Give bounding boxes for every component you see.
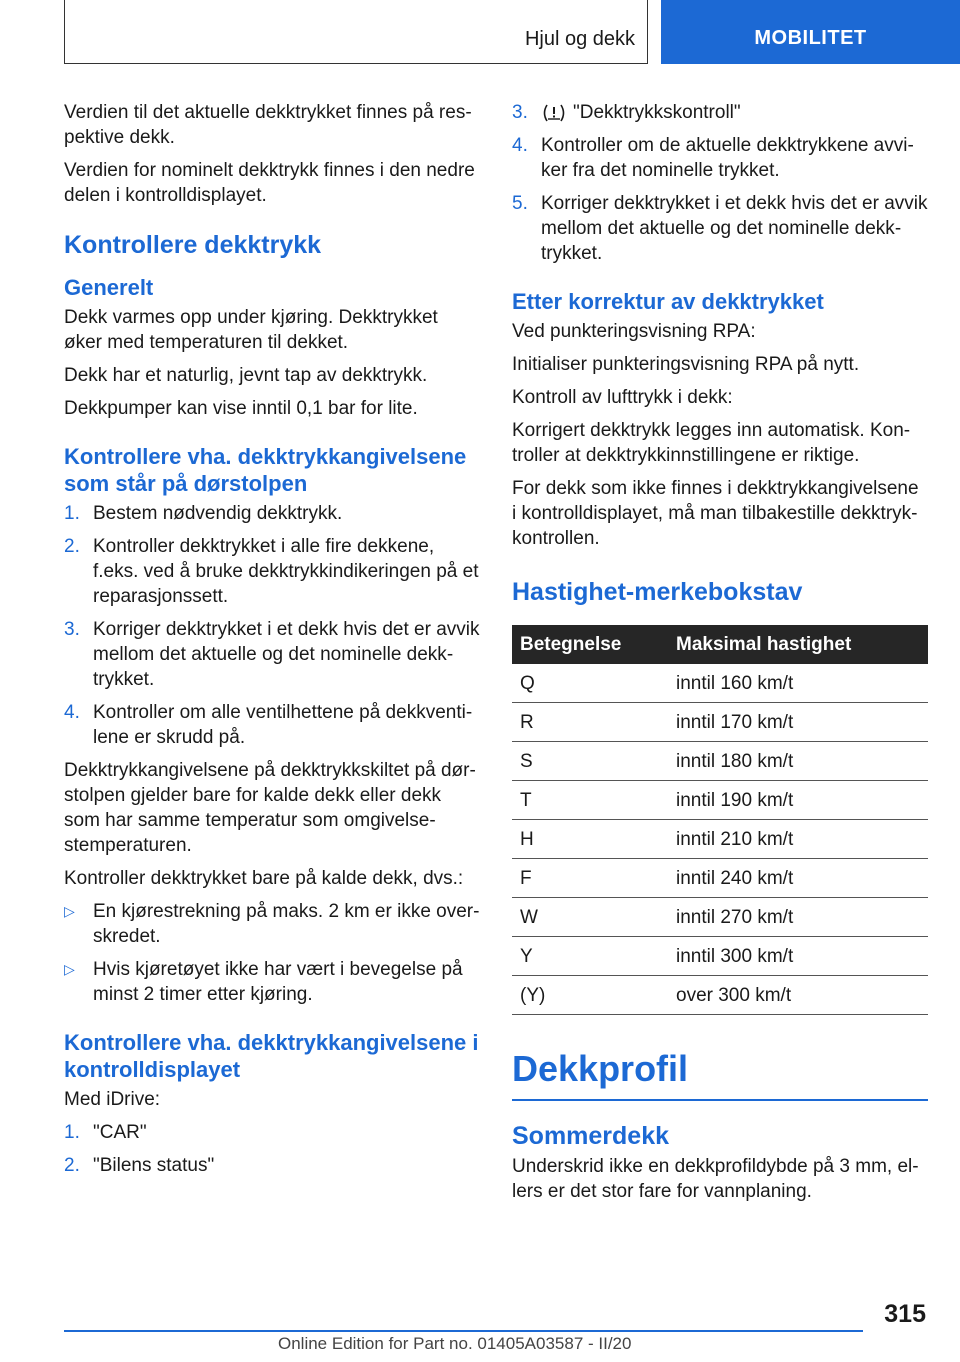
list-item [64, 1153, 480, 1178]
paragraph: For dekk som ikke finnes i dekktrykkangivelsene i kontrolldisplayet, må man tilbakestille dekktrykkontrollen. [512, 478, 919, 549]
table-cell: (Y) [512, 976, 668, 1015]
heading-sommerdekk: Sommerdekk [512, 1122, 670, 1150]
step-number: 2. [64, 1155, 80, 1176]
table-row [512, 703, 928, 742]
paragraph: Dekk har et naturlig, jevnt tap av dekktrykk. [64, 365, 428, 386]
bullet-text: Hvis kjøretøyet ikke har vært i bevegelse på minst 2 timer etter kjøring. [93, 959, 463, 1005]
step-text: Korriger dekktrykket i et dekk hvis det er avvik mellom det aktuelle og det nominelle dekktrykket. [93, 619, 480, 690]
column-header: Maksimal hastighet [668, 625, 928, 664]
step-number: 3. [512, 102, 528, 123]
tire-pressure-warning-icon [541, 103, 567, 123]
table-cell: S [512, 742, 668, 781]
table-cell: inntil 240 km/t [668, 859, 928, 898]
speed-rating-table [512, 625, 928, 1015]
header-frame [64, 0, 648, 64]
paragraph: Dekkpumper kan vise inntil 0,1 bar for lite. [64, 398, 418, 419]
table-cell: inntil 190 km/t [668, 781, 928, 820]
right-column [512, 100, 928, 1212]
heading-generelt: Generelt [64, 275, 154, 300]
list-item [64, 1120, 480, 1145]
footer-divider [64, 1330, 863, 1332]
heading-hastighet: Hastighet-merkebokstav [512, 578, 803, 606]
paragraph: Korrigert dekktrykk legges inn automatisk. Kontroller at dekktrykkinnstillingene er riktige. [512, 420, 911, 466]
triangle-bullet-icon: ▷ [64, 961, 75, 977]
table-row [512, 976, 928, 1015]
paragraph: Underskrid ikke en dekkprofildybde på 3 mm, ellers er det stor fare for vannplaning. [512, 1156, 919, 1202]
heading-dekkprofil: Dekkprofil [512, 1049, 928, 1101]
step-number: 1. [64, 503, 80, 524]
list-item [64, 899, 480, 949]
table-cell: inntil 210 km/t [668, 820, 928, 859]
step-number: 3. [64, 619, 80, 640]
table-cell: inntil 170 km/t [668, 703, 928, 742]
table-row [512, 898, 928, 937]
heading-kontrollere-dekktrykk: Kontrollere dekktrykk [64, 231, 322, 259]
table-row [512, 859, 928, 898]
paragraph: Verdien til det aktuelle dekktrykket finnes på respektive dekk. [64, 102, 472, 148]
list-item [64, 957, 480, 1007]
triangle-bullet-icon: ▷ [64, 903, 75, 919]
paragraph: Dekk varmes opp under kjøring. Dekktrykket øker med temperaturen til dekket. [64, 307, 438, 353]
paragraph: Dekktrykkangivelsene på dekktrykkskiltet på dørstolpen gjelder bare for kalde dekk eller dekk som har samme temperatur som omgivelsestemperaturen. [64, 760, 476, 856]
bullet-text: En kjørestrekning på maks. 2 km er ikke overskredet. [93, 901, 480, 947]
step-number: 4. [512, 135, 528, 156]
table-cell: inntil 270 km/t [668, 898, 928, 937]
table-row [512, 664, 928, 703]
step-text: Kontroller om de aktuelle dekktrykkene avviker fra det nominelle trykket. [541, 135, 914, 181]
paragraph: Kontroll av lufttrykk i dekk: [512, 387, 733, 408]
step-number: 5. [512, 193, 528, 214]
table-cell: Y [512, 937, 668, 976]
step-text: Kontroller om alle ventilhettene på dekkventilene er skrudd på. [93, 702, 473, 748]
paragraph: Initialiser punkteringsvisning RPA på nytt. [512, 354, 860, 375]
table-cell: inntil 300 km/t [668, 937, 928, 976]
table-cell: W [512, 898, 668, 937]
table-cell: R [512, 703, 668, 742]
table-cell: over 300 km/t [668, 976, 928, 1015]
table-header-row [512, 625, 928, 664]
list-item [512, 191, 928, 266]
table-cell: inntil 160 km/t [668, 664, 928, 703]
table-row [512, 820, 928, 859]
list-item [64, 617, 480, 692]
page-number: 315 [884, 1300, 926, 1328]
paragraph: Med iDrive: [64, 1089, 161, 1110]
table-row [512, 937, 928, 976]
step-text: Bestem nødvendig dekktrykk. [93, 503, 343, 524]
list-item [64, 700, 480, 750]
step-number: 1. [64, 1122, 80, 1143]
step-text: Korriger dekktrykket i et dekk hvis det er avvik mellom det aktuelle og det nominelle dekktrykket. [541, 193, 928, 264]
table-row [512, 781, 928, 820]
table-cell: F [512, 859, 668, 898]
paragraph: Kontroller dekktrykket bare på kalde dekk, dvs.: [64, 868, 464, 889]
table-cell: inntil 180 km/t [668, 742, 928, 781]
step-text: "Dekktrykkskontroll" [573, 102, 741, 123]
table-cell: T [512, 781, 668, 820]
footer-edition: Online Edition for Part no. 01405A03587 - II/20 [278, 1334, 632, 1353]
table-cell: H [512, 820, 668, 859]
heading-kontrolldisplayet: Kontrollere vha. dekktrykkangivelsene i kontrolldisplayet [64, 1030, 479, 1082]
section-title: Hjul og dekk [524, 28, 635, 50]
list-item [64, 534, 480, 609]
list-item [64, 501, 480, 526]
chapter-tab[interactable]: MOBILITET [661, 0, 960, 64]
paragraph: Verdien for nominelt dekktrykk finnes i den nedre delen i kontrolldisplayet. [64, 160, 475, 206]
paragraph: Ved punkteringsvisning RPA: [512, 321, 756, 342]
step-text: Kontroller dekktrykket i alle fire dekkene, f.eks. ved å bruke dekktrykkindikeringen på et reparasjonssett. [93, 536, 479, 607]
column-header: Betegnelse [512, 625, 668, 664]
step-number: 4. [64, 702, 80, 723]
list-item [512, 100, 928, 125]
step-text: "CAR" [93, 1122, 147, 1143]
left-column [64, 100, 480, 1186]
step-number: 2. [64, 536, 80, 557]
step-text: "Bilens status" [93, 1155, 215, 1176]
heading-dorstolpen: Kontrollere vha. dekktrykkangivelsene som står på dørstolpen [64, 444, 467, 496]
table-cell: Q [512, 664, 668, 703]
list-item [512, 133, 928, 183]
heading-etter-korrektur: Etter korrektur av dekktrykket [512, 289, 824, 314]
table-row [512, 742, 928, 781]
